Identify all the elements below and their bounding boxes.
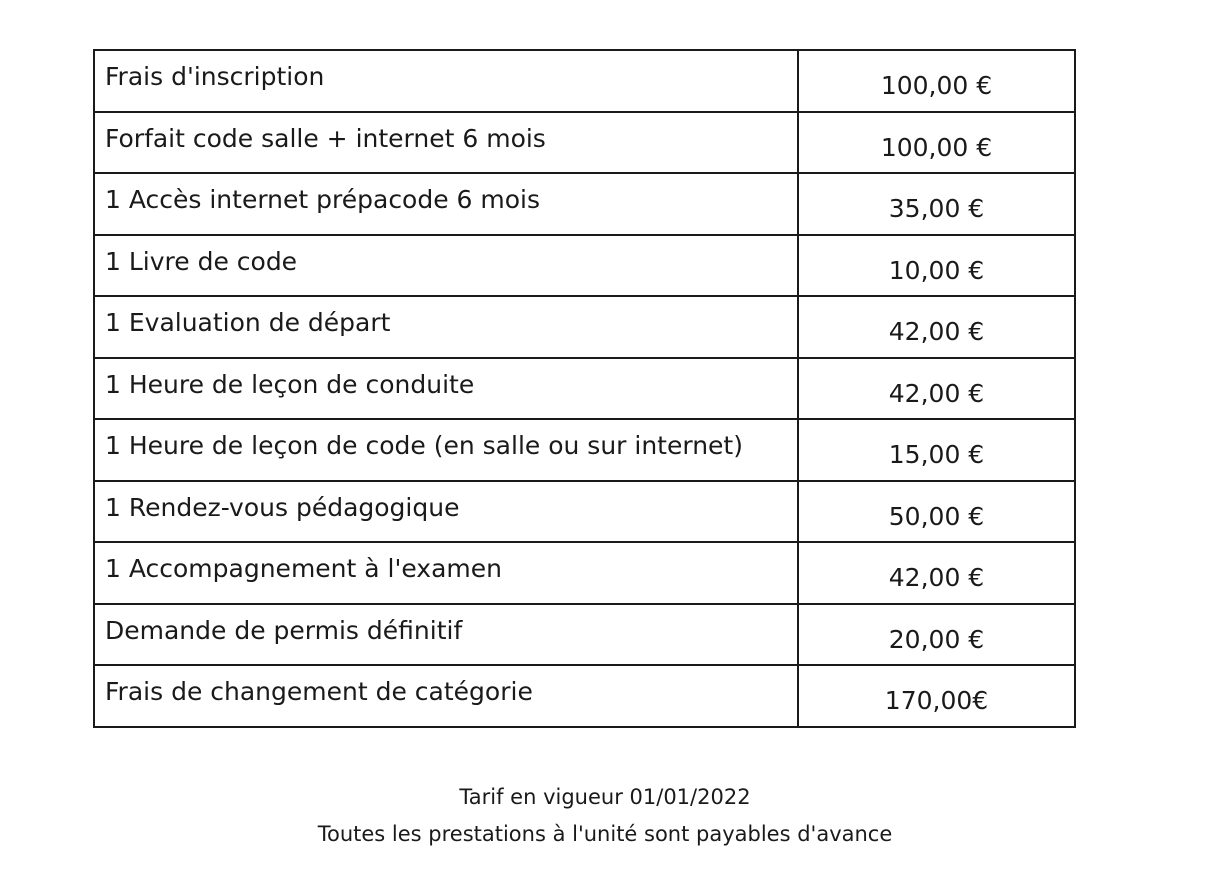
table-row (94, 665, 1075, 727)
row-price: 100,00 € (798, 112, 1075, 174)
payment-terms-note: Toutes les prestations à l'unité sont payables d'avance (317, 822, 893, 846)
table-row (94, 235, 1075, 297)
row-price: 100,00 € (798, 50, 1075, 112)
row-label: 1 Evaluation de départ (94, 296, 798, 358)
row-price: 42,00 € (798, 358, 1075, 420)
row-price: 10,00 € (798, 235, 1075, 297)
price-table (93, 49, 1076, 728)
row-price: 50,00 € (798, 481, 1075, 543)
table-row (94, 419, 1075, 481)
row-label: Frais d'inscription (94, 50, 798, 112)
row-label: 1 Accompagnement à l'examen (94, 542, 798, 604)
table-row (94, 604, 1075, 666)
row-price: 42,00 € (798, 296, 1075, 358)
table-row (94, 50, 1075, 112)
row-label: Frais de changement de catégorie (94, 665, 798, 727)
table-row (94, 112, 1075, 174)
validity-date-note: Tarif en vigueur 01/01/2022 (459, 785, 751, 809)
row-price: 20,00 € (798, 604, 1075, 666)
row-label: Forfait code salle + internet 6 mois (94, 112, 798, 174)
row-label: 1 Heure de leçon de conduite (94, 358, 798, 420)
row-label: 1 Livre de code (94, 235, 798, 297)
row-price: 42,00 € (798, 542, 1075, 604)
table-row (94, 296, 1075, 358)
row-label: 1 Accès internet prépacode 6 mois (94, 173, 798, 235)
row-label: Demande de permis définitif (94, 604, 798, 666)
table-row (94, 542, 1075, 604)
row-price: 170,00€ (798, 665, 1075, 727)
row-price: 15,00 € (798, 419, 1075, 481)
table-row (94, 481, 1075, 543)
row-label: 1 Heure de leçon de code (en salle ou sur internet) (94, 419, 798, 481)
table-row (94, 173, 1075, 235)
row-label: 1 Rendez-vous pédagogique (94, 481, 798, 543)
table-row (94, 358, 1075, 420)
row-price: 35,00 € (798, 173, 1075, 235)
